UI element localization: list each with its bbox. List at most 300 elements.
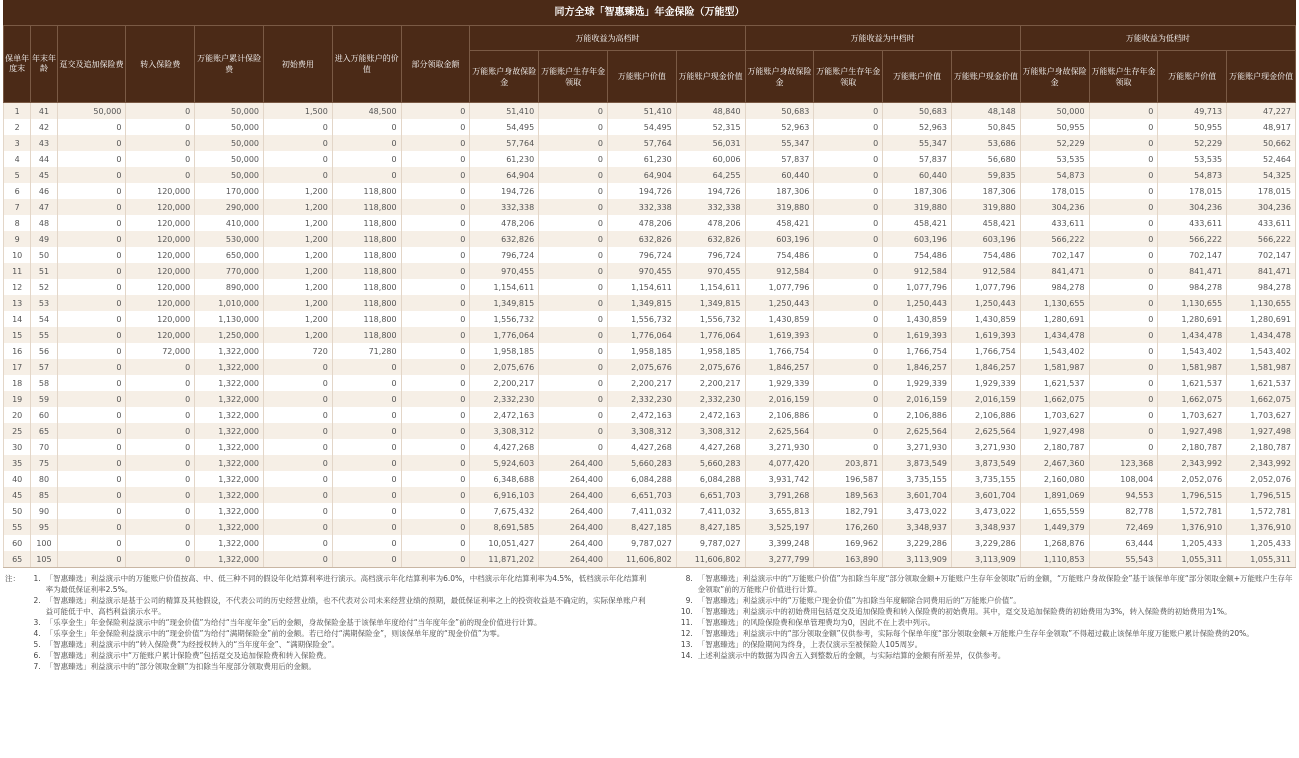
table-cell: 6,348,688: [470, 471, 539, 487]
table-cell: 50,955: [1020, 119, 1089, 135]
table-cell: 0: [57, 375, 126, 391]
table-cell: 0: [1089, 247, 1158, 263]
table-cell: 0: [264, 359, 333, 375]
table-cell: 118,800: [332, 311, 401, 327]
footnote-number: 1.: [33, 574, 41, 583]
table-cell: 20: [4, 407, 31, 423]
header-low-survival-annuity: 万能账户生存年金领取: [1089, 51, 1158, 103]
table-cell: 0: [401, 455, 470, 471]
table-cell: 194,726: [470, 183, 539, 199]
footnote-text: 「智惠臻选」利益演示中的“部分领取金额”为扣除当年度部分领取费用后的金额。: [45, 662, 316, 671]
table-cell: 56,031: [676, 135, 745, 151]
table-cell: 54,873: [1158, 167, 1227, 183]
table-cell: 52,963: [883, 119, 952, 135]
table-cell: 53,535: [1158, 151, 1227, 167]
footnote-number: 10.: [680, 607, 693, 616]
table-cell: 1,130,655: [1158, 295, 1227, 311]
table-cell: 702,147: [1158, 247, 1227, 263]
table-cell: 0: [57, 487, 126, 503]
table-cell: 1,543,402: [1227, 343, 1296, 359]
table-cell: 0: [401, 119, 470, 135]
table-row: [4, 215, 1296, 231]
table-cell: 1,655,559: [1020, 503, 1089, 519]
table-cell: 2,343,992: [1158, 455, 1227, 471]
table-cell: 2,200,217: [470, 375, 539, 391]
table-cell: 0: [126, 471, 195, 487]
table-cell: 50,000: [57, 103, 126, 120]
table-cell: 3,229,286: [951, 535, 1020, 551]
table-cell: 0: [539, 295, 608, 311]
table-cell: 0: [1089, 231, 1158, 247]
table-cell: 0: [1089, 343, 1158, 359]
table-cell: 50,955: [1158, 119, 1227, 135]
table-cell: 0: [814, 359, 883, 375]
table-cell: 8,691,585: [470, 519, 539, 535]
table-cell: 796,724: [676, 247, 745, 263]
table-cell: 2,200,217: [676, 375, 745, 391]
table-cell: 0: [401, 439, 470, 455]
table-cell: 0: [401, 423, 470, 439]
table-row: [4, 311, 1296, 327]
table-cell: 120,000: [126, 215, 195, 231]
table-cell: 50,683: [745, 103, 814, 120]
table-cell: 61,230: [470, 151, 539, 167]
table-cell: 0: [539, 359, 608, 375]
header-group-high: 万能收益为高档时: [470, 26, 745, 51]
table-cell: 0: [126, 391, 195, 407]
table-cell: 0: [332, 423, 401, 439]
table-row: [4, 487, 1296, 503]
table-cell: 264,400: [539, 551, 608, 568]
table-cell: 458,421: [745, 215, 814, 231]
table-cell: 1,430,859: [951, 311, 1020, 327]
table-cell: 1,619,393: [745, 327, 814, 343]
header-age: 年末年龄: [31, 26, 57, 103]
table-cell: 796,724: [470, 247, 539, 263]
table-cell: 120,000: [126, 311, 195, 327]
table-cell: 10,051,427: [470, 535, 539, 551]
table-cell: 1,250,443: [745, 295, 814, 311]
table-cell: 0: [332, 439, 401, 455]
table-cell: 0: [264, 471, 333, 487]
table-cell: 58: [31, 375, 57, 391]
table-cell: 0: [126, 519, 195, 535]
table-cell: 50,662: [1227, 135, 1296, 151]
table-row: [4, 199, 1296, 215]
table-cell: 4,427,268: [607, 439, 676, 455]
table-cell: 0: [814, 423, 883, 439]
footnote-number: 9.: [685, 596, 693, 605]
table-cell: 0: [814, 231, 883, 247]
table-cell: 0: [1089, 327, 1158, 343]
table-cell: 264,400: [539, 487, 608, 503]
table-cell: 1,322,000: [195, 359, 264, 375]
table-cell: 0: [264, 119, 333, 135]
table-cell: 0: [264, 167, 333, 183]
table-cell: 1,543,402: [1158, 343, 1227, 359]
table-cell: 11,871,202: [470, 551, 539, 568]
table-cell: 1,766,754: [745, 343, 814, 359]
table-cell: 2,625,564: [883, 423, 952, 439]
table-cell: 1,200: [264, 327, 333, 343]
table-cell: 0: [57, 119, 126, 135]
table-cell: 603,196: [745, 231, 814, 247]
table-cell: 0: [539, 135, 608, 151]
table-cell: 0: [401, 487, 470, 503]
table-cell: 120,000: [126, 183, 195, 199]
table-cell: 0: [1089, 439, 1158, 455]
table-cell: 12: [4, 279, 31, 295]
table-cell: 17: [4, 359, 31, 375]
table-cell: 0: [332, 167, 401, 183]
table-cell: 912,584: [951, 263, 1020, 279]
table-cell: 3,873,549: [951, 455, 1020, 471]
table-cell: 0: [814, 407, 883, 423]
table-cell: 0: [332, 455, 401, 471]
table-row: [4, 551, 1296, 568]
table-cell: 478,206: [470, 215, 539, 231]
table-cell: 54,873: [1020, 167, 1089, 183]
table-cell: 0: [814, 103, 883, 120]
table-cell: 49: [31, 231, 57, 247]
table-cell: 3,113,909: [883, 551, 952, 568]
table-cell: 1,430,859: [745, 311, 814, 327]
table-row: [4, 263, 1296, 279]
table-cell: 0: [57, 455, 126, 471]
table-cell: 0: [401, 263, 470, 279]
table-cell: 702,147: [1020, 247, 1089, 263]
table-cell: 1,662,075: [1158, 391, 1227, 407]
table-row: [4, 247, 1296, 263]
table-cell: 0: [401, 519, 470, 535]
footnote-text: 「智惠臻选」利益演示中的万能账户价值按高、中、低三种不同的假设年化结算利率进行演示。高档演示年化结算利率为6.0%，中档演示年化结算利率为4.5%，低档演示年化结算利率为最低保证利率2.5%。: [45, 574, 647, 594]
table-cell: 720: [264, 343, 333, 359]
table-cell: 0: [401, 199, 470, 215]
table-cell: 650,000: [195, 247, 264, 263]
footnotes: [3, 573, 1296, 672]
table-cell: 458,421: [951, 215, 1020, 231]
table-cell: 57,764: [470, 135, 539, 151]
table-cell: 796,724: [607, 247, 676, 263]
table-cell: 2,180,787: [1227, 439, 1296, 455]
table-cell: 603,196: [883, 231, 952, 247]
table-cell: 72,469: [1089, 519, 1158, 535]
table-cell: 4,077,420: [745, 455, 814, 471]
header-entered-value: 进入万能账户的价值: [332, 26, 401, 103]
table-cell: 0: [401, 407, 470, 423]
table-cell: 3,601,704: [951, 487, 1020, 503]
table-cell: 120,000: [126, 279, 195, 295]
table-cell: 50,000: [195, 135, 264, 151]
table-row: [4, 327, 1296, 343]
table-cell: 0: [126, 407, 195, 423]
table-cell: 90: [31, 503, 57, 519]
table-cell: 2,472,163: [607, 407, 676, 423]
table-cell: 1,766,754: [883, 343, 952, 359]
table-cell: 57,837: [745, 151, 814, 167]
table-cell: 319,880: [745, 199, 814, 215]
table-cell: 2,472,163: [470, 407, 539, 423]
table-cell: 7: [4, 199, 31, 215]
table-cell: 118,800: [332, 231, 401, 247]
table-cell: 0: [264, 135, 333, 151]
table-cell: 264,400: [539, 535, 608, 551]
table-cell: 187,306: [745, 183, 814, 199]
table-cell: 1,434,478: [1020, 327, 1089, 343]
table-cell: 0: [126, 487, 195, 503]
table-cell: 0: [126, 551, 195, 568]
table-cell: 1,010,000: [195, 295, 264, 311]
table-cell: 0: [332, 519, 401, 535]
table-cell: 632,826: [607, 231, 676, 247]
table-cell: 0: [332, 359, 401, 375]
table-cell: 1,200: [264, 263, 333, 279]
table-cell: 10: [4, 247, 31, 263]
table-cell: 1,322,000: [195, 519, 264, 535]
footnote-text: 「智惠臻选」利益演示中“万能账户累计保险费”包括趸交及追加保险费和转入保险费。: [45, 651, 331, 660]
table-cell: 1,927,498: [1020, 423, 1089, 439]
table-cell: 530,000: [195, 231, 264, 247]
table-cell: 332,338: [470, 199, 539, 215]
footnote-number: 7.: [33, 662, 41, 671]
table-cell: 18: [4, 375, 31, 391]
table-cell: 0: [126, 103, 195, 120]
table-cell: 1,322,000: [195, 343, 264, 359]
table-cell: 0: [57, 263, 126, 279]
table-cell: 60: [4, 535, 31, 551]
table-cell: 841,471: [1020, 263, 1089, 279]
table-cell: 0: [1089, 407, 1158, 423]
header-partial-withdrawal: 部分领取金额: [401, 26, 470, 103]
table-cell: 54,495: [607, 119, 676, 135]
footnote-item: [25, 628, 649, 639]
header-mid-death-benefit: 万能账户身故保险金: [745, 51, 814, 103]
table-cell: 0: [57, 215, 126, 231]
table-cell: 1,055,311: [1227, 551, 1296, 568]
table-cell: 841,471: [1158, 263, 1227, 279]
table-cell: 1,154,611: [470, 279, 539, 295]
table-cell: 603,196: [951, 231, 1020, 247]
table-cell: 1,766,754: [951, 343, 1020, 359]
table-cell: 1,703,627: [1020, 407, 1089, 423]
table-cell: 0: [332, 535, 401, 551]
table-cell: 194,726: [607, 183, 676, 199]
table-cell: 54: [31, 311, 57, 327]
table-cell: 0: [401, 471, 470, 487]
table-cell: 0: [264, 151, 333, 167]
table-row: [4, 359, 1296, 375]
table-cell: 1,349,815: [676, 295, 745, 311]
table-cell: 458,421: [883, 215, 952, 231]
table-cell: 1,322,000: [195, 487, 264, 503]
footnote-item: [677, 606, 1296, 617]
table-cell: 1,619,393: [951, 327, 1020, 343]
table-cell: 70: [31, 439, 57, 455]
table-cell: 46: [31, 183, 57, 199]
table-cell: 47: [31, 199, 57, 215]
table-cell: 912,584: [883, 263, 952, 279]
table-cell: 0: [1089, 199, 1158, 215]
table-cell: 55,347: [883, 135, 952, 151]
table-cell: 1,205,433: [1227, 535, 1296, 551]
table-cell: 3,277,799: [745, 551, 814, 568]
table-cell: 16: [4, 343, 31, 359]
table-cell: 0: [401, 359, 470, 375]
header-group-mid: 万能收益为中档时: [745, 26, 1020, 51]
table-cell: 8,427,185: [607, 519, 676, 535]
table-row: [4, 231, 1296, 247]
header-high-account-value: 万能账户价值: [607, 51, 676, 103]
table-row: [4, 375, 1296, 391]
table-cell: 1,619,393: [883, 327, 952, 343]
table-cell: 0: [539, 215, 608, 231]
table-cell: 1,581,987: [1227, 359, 1296, 375]
table-cell: 3,791,268: [745, 487, 814, 503]
table-cell: 0: [57, 503, 126, 519]
table-cell: 0: [401, 327, 470, 343]
table-cell: 3,229,286: [883, 535, 952, 551]
table-cell: 15: [4, 327, 31, 343]
table-cell: 8: [4, 215, 31, 231]
table-cell: 3,473,022: [951, 503, 1020, 519]
table-cell: 984,278: [1158, 279, 1227, 295]
table-cell: 1,322,000: [195, 535, 264, 551]
table-cell: 0: [401, 151, 470, 167]
table-cell: 108,004: [1089, 471, 1158, 487]
table-cell: 0: [401, 295, 470, 311]
table-cell: 0: [401, 215, 470, 231]
table-cell: 1,846,257: [951, 359, 1020, 375]
table-cell: 0: [539, 183, 608, 199]
table-cell: 0: [539, 167, 608, 183]
table-cell: 2,052,076: [1158, 471, 1227, 487]
table-cell: 1,846,257: [745, 359, 814, 375]
table-cell: 0: [332, 151, 401, 167]
table-cell: 1,077,796: [883, 279, 952, 295]
table-cell: 0: [57, 343, 126, 359]
table-body: [4, 103, 1296, 568]
header-group-low: 万能收益为低档时: [1020, 26, 1295, 51]
table-cell: 0: [1089, 311, 1158, 327]
footnotes-left: [25, 573, 649, 672]
table-row: [4, 439, 1296, 455]
table-cell: 0: [401, 279, 470, 295]
table-row: [4, 103, 1296, 120]
table-cell: 2,180,787: [1158, 439, 1227, 455]
table-cell: 120,000: [126, 327, 195, 343]
table-cell: 319,880: [883, 199, 952, 215]
table-cell: 120,000: [126, 263, 195, 279]
table-cell: 1,500: [264, 103, 333, 120]
table-cell: 754,486: [883, 247, 952, 263]
table-cell: 304,236: [1227, 199, 1296, 215]
table-cell: 1,280,691: [1158, 311, 1227, 327]
table-cell: 2,332,230: [676, 391, 745, 407]
table-cell: 3,348,937: [883, 519, 952, 535]
footnote-text: 「智惠臻选」利益演示中的“部分领取金额”仅供参考，实际每个保单年度“部分领取金额+万能账户生存年金领取”不得超过截止该保单年度万能账户累计保险费的20%。: [697, 629, 1254, 638]
table-cell: 0: [539, 311, 608, 327]
table-cell: 0: [539, 247, 608, 263]
table-cell: 0: [814, 119, 883, 135]
table-cell: 0: [57, 199, 126, 215]
table-cell: 0: [539, 391, 608, 407]
table-cell: 118,800: [332, 279, 401, 295]
table-cell: 0: [57, 247, 126, 263]
table-cell: 1,250,443: [883, 295, 952, 311]
table-cell: 4,427,268: [470, 439, 539, 455]
table-cell: 1,927,498: [1158, 423, 1227, 439]
table-cell: 52,963: [745, 119, 814, 135]
table-cell: 187,306: [883, 183, 952, 199]
table-cell: 290,000: [195, 199, 264, 215]
footnote-item: [25, 661, 649, 672]
table-cell: 1,621,537: [1158, 375, 1227, 391]
table-cell: 1,927,498: [1227, 423, 1296, 439]
table-cell: 2,180,787: [1020, 439, 1089, 455]
table-cell: 52,315: [676, 119, 745, 135]
table-cell: 6,651,703: [607, 487, 676, 503]
table-row: [4, 183, 1296, 199]
table-cell: 57: [31, 359, 57, 375]
table-cell: 1,662,075: [1020, 391, 1089, 407]
footnote-number: 12.: [680, 629, 693, 638]
table-cell: 3,308,312: [607, 423, 676, 439]
table-cell: 0: [57, 183, 126, 199]
table-cell: 0: [57, 423, 126, 439]
table-cell: 59: [31, 391, 57, 407]
table-cell: 970,455: [470, 263, 539, 279]
table-cell: 105: [31, 551, 57, 568]
footnote-number: 14.: [680, 651, 693, 660]
table-cell: 0: [1089, 359, 1158, 375]
table-cell: 970,455: [607, 263, 676, 279]
table-cell: 53,686: [951, 135, 1020, 151]
table-cell: 53,535: [1020, 151, 1089, 167]
table-cell: 48,917: [1227, 119, 1296, 135]
table-cell: 1,958,185: [676, 343, 745, 359]
table-cell: 5,924,603: [470, 455, 539, 471]
table-cell: 0: [814, 263, 883, 279]
table-cell: 2,343,992: [1227, 455, 1296, 471]
table-cell: 0: [814, 311, 883, 327]
table-cell: 1,556,732: [676, 311, 745, 327]
table-cell: 1,200: [264, 247, 333, 263]
table-cell: 1,434,478: [1227, 327, 1296, 343]
table-cell: 54,495: [470, 119, 539, 135]
table-cell: 56: [31, 343, 57, 359]
table-cell: 1,434,478: [1158, 327, 1227, 343]
table-cell: 1,154,611: [676, 279, 745, 295]
table-row: [4, 167, 1296, 183]
table-cell: 203,871: [814, 455, 883, 471]
table-cell: 1,796,515: [1227, 487, 1296, 503]
table-cell: 0: [814, 167, 883, 183]
table-cell: 0: [57, 311, 126, 327]
header-initial-fee: 初始费用: [264, 26, 333, 103]
table-cell: 770,000: [195, 263, 264, 279]
table-cell: 0: [264, 487, 333, 503]
table-cell: 1,322,000: [195, 375, 264, 391]
table-cell: 9,787,027: [607, 535, 676, 551]
table-cell: 0: [57, 231, 126, 247]
table-cell: 50,000: [195, 103, 264, 120]
table-cell: 970,455: [676, 263, 745, 279]
table-cell: 0: [57, 535, 126, 551]
table-cell: 0: [126, 535, 195, 551]
table-row: [4, 343, 1296, 359]
table-cell: 0: [539, 263, 608, 279]
table-cell: 0: [126, 151, 195, 167]
